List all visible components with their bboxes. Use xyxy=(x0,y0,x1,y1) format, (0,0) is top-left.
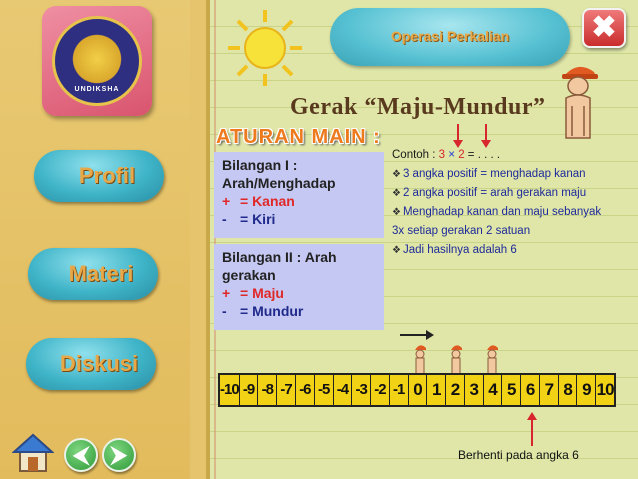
pointer-arrow-icon xyxy=(452,124,464,148)
number-cell: -1 xyxy=(390,375,409,405)
person-figure-icon xyxy=(556,58,600,140)
nav-button-diskusi[interactable] xyxy=(26,338,156,390)
minus-sign: - xyxy=(222,211,227,227)
logo-text: UNDIKSHA xyxy=(74,86,120,93)
rule-item-plus xyxy=(222,284,376,302)
page-title: Gerak “Maju-Mundur” xyxy=(290,94,546,120)
example-operand-a: 3 xyxy=(438,149,446,161)
number-cell: -4 xyxy=(334,375,353,405)
logo-emblem xyxy=(52,16,142,106)
number-cell: 7 xyxy=(540,375,559,405)
plus-sign: + xyxy=(222,285,231,301)
number-cell: -8 xyxy=(258,375,277,405)
example-bullet: ❖ Menghadap kanan dan maju sebanyak 3x setiap gerakan 2 satuan xyxy=(392,203,608,241)
number-cell: 2 xyxy=(446,375,465,405)
rule-text: = Kiri xyxy=(240,211,276,227)
person-marker-icon xyxy=(484,342,500,376)
number-cell: 8 xyxy=(559,375,578,405)
sun-icon xyxy=(220,8,310,88)
stop-label: Berhenti pada angka 6 xyxy=(458,448,579,462)
nav-label-profil: Profil xyxy=(78,163,136,188)
arrow-left-icon: ⮜ xyxy=(73,442,89,467)
rule-text: = Maju xyxy=(240,285,284,301)
number-cell: 3 xyxy=(465,375,484,405)
topic-banner xyxy=(330,8,570,66)
next-button[interactable] xyxy=(102,438,136,472)
nav-label-materi: Materi xyxy=(68,261,134,286)
rule-box-second-number xyxy=(214,244,384,330)
nav-label-diskusi: Diskusi xyxy=(59,351,139,376)
rule-text: = Kanan xyxy=(240,193,295,209)
rule-item-minus xyxy=(222,302,376,320)
number-cell: -2 xyxy=(371,375,390,405)
rule-heading: Arah/Menghadap xyxy=(222,175,336,191)
arrow-right-icon: ⮞ xyxy=(111,442,127,467)
nav-button-profil[interactable] xyxy=(34,150,164,202)
close-icon: ✖ xyxy=(591,11,617,44)
logo-emblem-center xyxy=(69,31,125,87)
plus-sign: + xyxy=(222,193,231,209)
close-button[interactable] xyxy=(582,8,626,48)
number-cell: -5 xyxy=(315,375,334,405)
rule-box-first-number xyxy=(214,152,384,238)
example-panel xyxy=(392,146,608,260)
number-cell: 0 xyxy=(409,375,428,405)
example-tail: = . . . . xyxy=(464,149,501,161)
home-icon[interactable] xyxy=(12,432,54,474)
rule-text: = Mundur xyxy=(240,303,304,319)
number-cell: -3 xyxy=(352,375,371,405)
example-bullet: ❖ Jadi hasilnya adalah 6 xyxy=(392,241,608,260)
example-bullet: ❖ 2 angka positif = arah gerakan maju xyxy=(392,184,608,203)
example-bullet: ❖ 3 angka positif = menghadap kanan xyxy=(392,165,608,184)
rule-item-plus xyxy=(222,192,376,210)
example-operand-b: 2 xyxy=(458,149,465,161)
number-cell: 1 xyxy=(427,375,446,405)
number-cell: 10 xyxy=(596,380,614,399)
number-line xyxy=(218,373,616,407)
direction-arrow-icon xyxy=(400,328,434,342)
rules-title: ATURAN MAIN : xyxy=(216,126,381,148)
person-marker-icon xyxy=(412,342,428,376)
paper-margin-line xyxy=(214,0,216,479)
pointer-arrow-icon xyxy=(480,124,492,148)
number-cell: 4 xyxy=(484,375,503,405)
example-lead: Contoh : xyxy=(392,149,439,161)
number-cell: -10 xyxy=(220,375,240,405)
number-cell: -9 xyxy=(240,375,259,405)
minus-sign: - xyxy=(222,303,227,319)
example-equation xyxy=(392,146,608,165)
rule-heading: Bilangan I : xyxy=(222,157,298,173)
topic-title: Operasi Perkalian xyxy=(390,28,510,44)
number-cell: 5 xyxy=(502,375,521,405)
rule-item-minus xyxy=(222,210,376,228)
rule-heading: Bilangan II : Arah xyxy=(222,249,337,265)
person-marker-icon xyxy=(448,342,464,376)
example-operator: × xyxy=(445,149,459,161)
number-cell: 9 xyxy=(577,375,596,405)
university-logo[interactable] xyxy=(42,6,152,116)
stop-arrow-icon xyxy=(526,412,538,446)
number-cell: 6 xyxy=(521,375,540,405)
number-cell: -7 xyxy=(277,375,296,405)
rule-heading: gerakan xyxy=(222,267,276,283)
number-cell: -6 xyxy=(296,375,315,405)
back-button[interactable] xyxy=(64,438,98,472)
nav-button-materi[interactable] xyxy=(28,248,158,300)
